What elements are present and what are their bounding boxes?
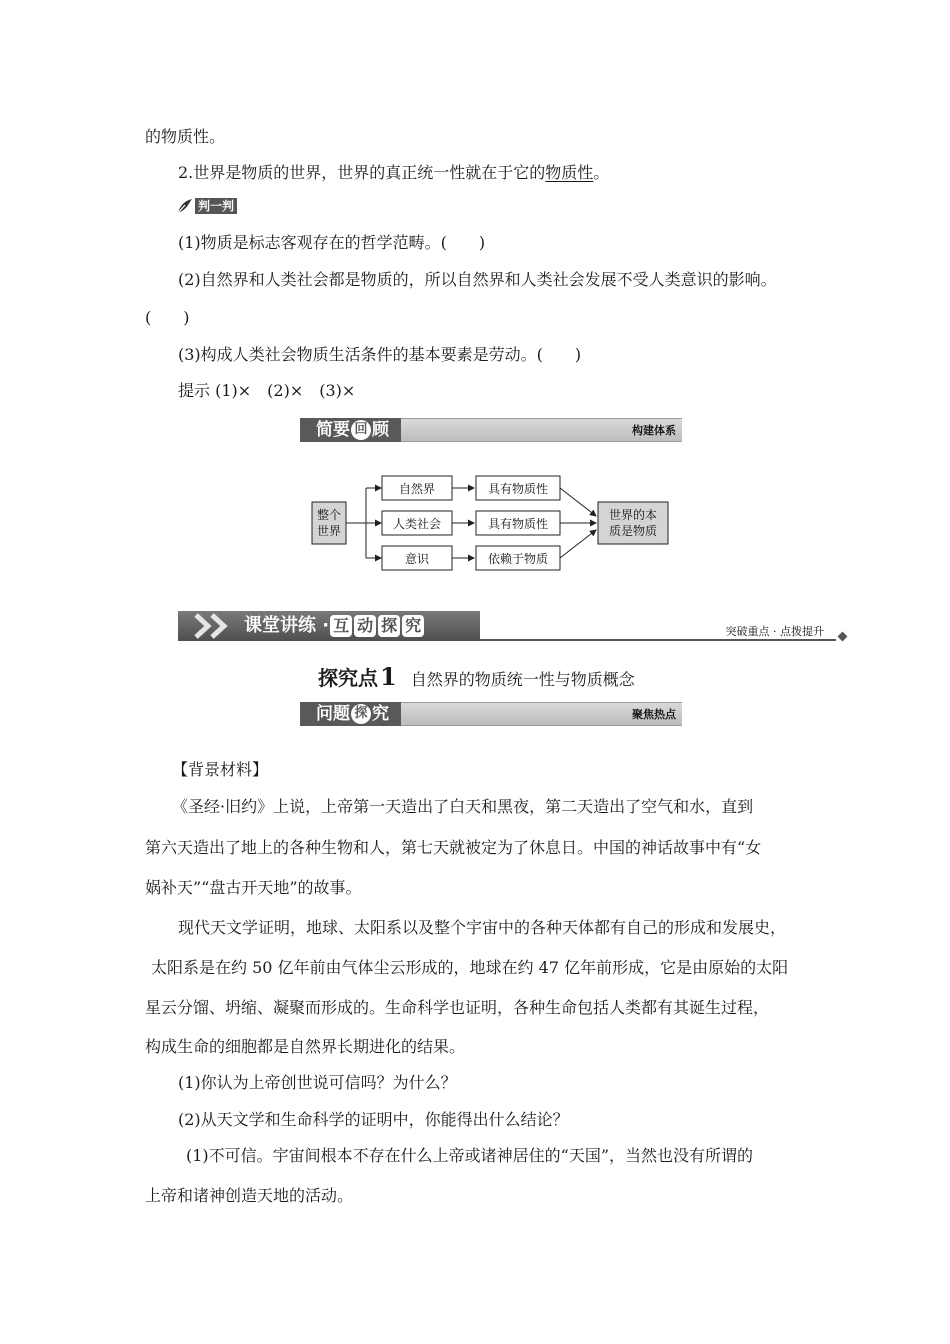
text-line: (2)自然界和人类社会都是物质的，所以自然界和人类社会发展不受人类意识的影响。 <box>178 270 777 289</box>
diagram-label-essence: 世界的本 <box>608 508 658 522</box>
banner-label <box>244 611 425 641</box>
diagram-label-essence: 质是物质 <box>608 524 658 538</box>
banner-square-char: 究 <box>402 615 424 637</box>
banner-square-char: 探 <box>378 615 400 637</box>
banner-text: 究 <box>372 704 389 724</box>
diagram-label-depends: 依赖于物质 <box>487 552 549 566</box>
judge-tag-label: 判一判 <box>195 198 237 214</box>
banner-square-char: 动 <box>354 615 376 637</box>
text-span: 。 <box>593 163 610 182</box>
section-banner-classroom <box>178 611 848 641</box>
leaf-icon <box>176 198 194 214</box>
diagram-arrow <box>560 530 596 558</box>
banner-text: 简要 <box>316 420 350 440</box>
text-line: (1)物质是标志客观存在的哲学范畴。( ) <box>178 233 486 252</box>
double-chevron-icon <box>192 613 238 639</box>
banner-text: 课堂讲练 · <box>244 615 330 636</box>
text-line: (3)构成人类社会物质生活条件的基本要素是劳动。( ) <box>178 345 582 364</box>
banner-text: 顾 <box>372 420 389 440</box>
text-line: 构成生命的细胞都是自然界长期进化的结果。 <box>145 1037 466 1056</box>
text-line <box>178 163 609 183</box>
underlined-term: 物质性 <box>545 163 594 182</box>
section-banner-brief-review <box>300 418 682 442</box>
answer-line: 上帝和诸神创造天地的活动。 <box>145 1186 354 1205</box>
judge-section-tag <box>176 197 237 215</box>
section-banner-question-probe <box>300 702 682 726</box>
text-span: 2.世界是物质的世界，世界的真正统一性就在于它的 <box>178 163 546 182</box>
probe-head: 探究点 <box>318 666 378 690</box>
text-line: 现代天文学证明，地球、太阳系以及整个宇宙中的各种天体都有自己的形成和发展史， <box>178 918 787 937</box>
banner-square-char: 互 <box>330 615 352 637</box>
banner-right-label: 构建体系 <box>632 424 676 437</box>
diagram-arrow <box>560 488 596 516</box>
banner-label <box>300 702 401 726</box>
text-line: 娲补天”“盘古开天地”的故事。 <box>145 878 362 897</box>
diagram-label-world: 世界 <box>316 524 342 538</box>
diagram-label-world: 整个 <box>316 508 342 522</box>
text-line: ( ) <box>145 308 190 327</box>
text-line: 《圣经·旧约》上说，上帝第一天造出了白天和黑夜，第二天造出了空气和水，直到 <box>172 797 754 816</box>
banner-right-label: 聚焦热点 <box>632 708 676 721</box>
diamond-icon <box>838 632 848 642</box>
banner-circle-char: 回 <box>351 420 371 440</box>
question-line: (1)你认为上帝创世说可信吗？为什么？ <box>178 1073 457 1092</box>
diagram-label-consciousness: 意识 <box>404 552 430 566</box>
banner-rule <box>480 639 836 641</box>
background-label: 【背景材料】 <box>172 760 269 779</box>
diagram-label-nature: 自然界 <box>398 482 436 496</box>
diagram-label-society: 人类社会 <box>392 517 442 531</box>
diagram-label-material-1: 具有物质性 <box>487 482 549 496</box>
diagram-label-material-2: 具有物质性 <box>487 517 549 531</box>
answer-line: (1)不可信。宇宙间根本不存在什么上帝或诸神居住的“天国”，当然也没有所谓的 <box>186 1146 754 1165</box>
probe-subtitle: 自然界的物质统一性与物质概念 <box>410 670 635 689</box>
text-line: 太阳系是在约 50 亿年前由气体尘云形成的，地球在约 47 亿年前形成，它是由原始的太阳 <box>151 958 789 977</box>
text-line: 的物质性。 <box>145 127 226 146</box>
concept-diagram <box>300 468 680 580</box>
hint-line: 提示 (1)× (2)× (3)× <box>178 381 356 400</box>
text-line: 第六天造出了地上的各种生物和人，第七天就被定为了休息日。中国的神话故事中有“女 <box>145 838 762 857</box>
banner-circle-char: 探 <box>351 704 371 724</box>
probe-number: 1 <box>380 662 397 691</box>
diagram-connector <box>346 488 380 558</box>
banner-text: 问题 <box>316 704 350 724</box>
text-line: 星云分馏、坍缩、凝聚而形成的。生命科学也证明，各种生命包括人类都有其诞生过程， <box>145 998 770 1017</box>
probe-point-heading <box>318 662 635 691</box>
banner-right-label: 突破重点 · 点拨提升 <box>725 625 824 638</box>
question-line: (2)从天文学和生命科学的证明中，你能得出什么结论？ <box>178 1110 569 1129</box>
banner-label <box>300 418 401 442</box>
